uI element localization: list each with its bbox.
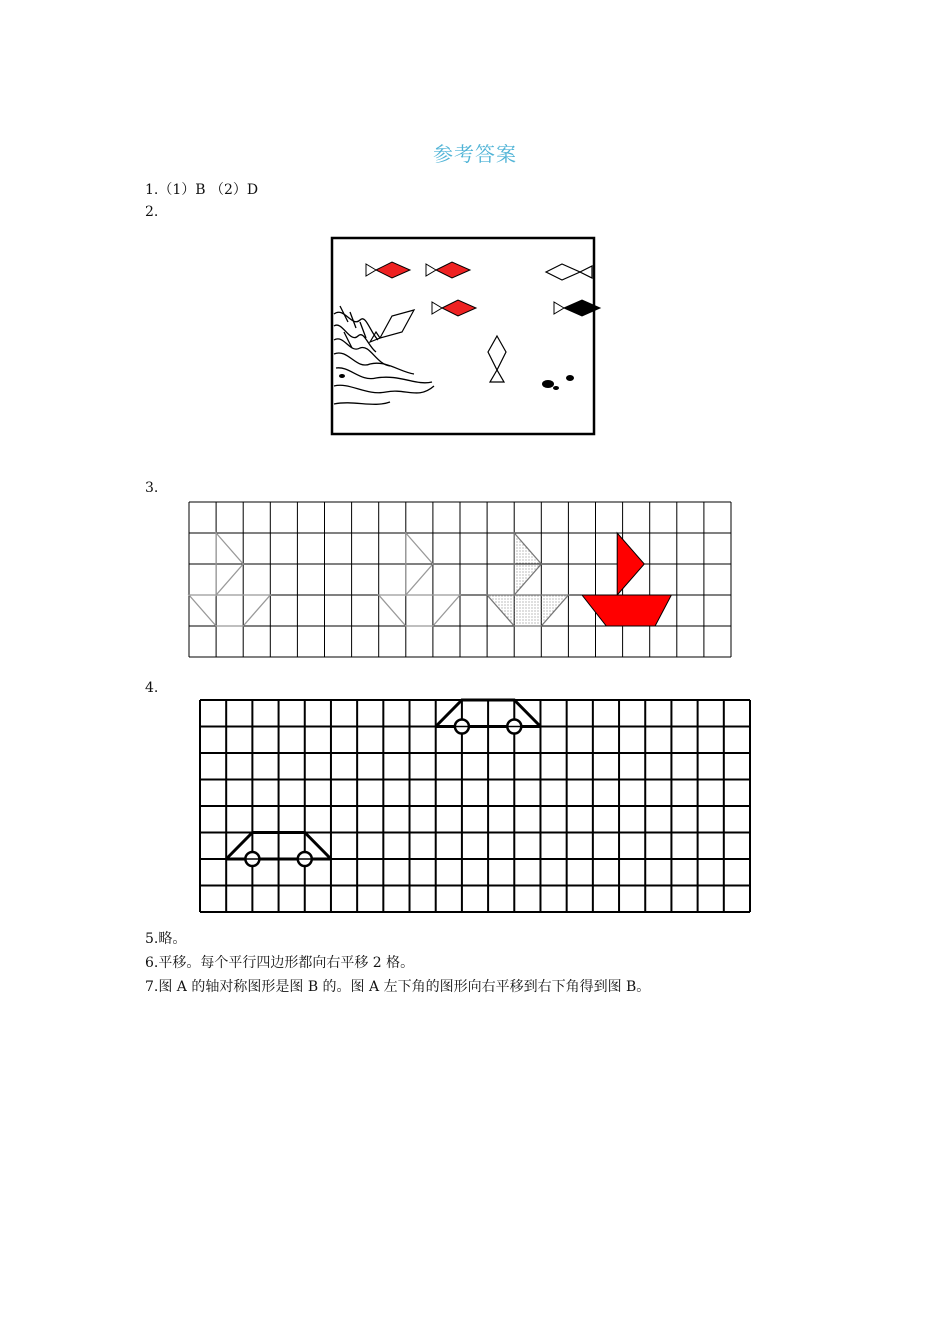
sailboat-dotted [487,533,568,626]
answer-5: 5.略。 [145,931,187,947]
answer-3-label: 3. [145,480,159,496]
hull [379,595,460,626]
fish-scene-picture [330,236,596,436]
page-title: 参考答案 [433,142,517,166]
sailboat-outline-1 [189,533,270,626]
sailboat-translation-grid [189,502,731,657]
answer-4-label: 4. [145,680,159,696]
answer-6: 6.平移。每个平行四边形都向右平移 2 格。 [145,955,415,971]
sail [617,533,644,595]
hull [189,595,270,626]
hull [487,595,568,626]
answer-2-label: 2. [145,204,159,220]
answer-7: 7.图 A 的轴对称图形是图 B 的。图 A 左下角的图形向右平移到右下角得到图 B。 [145,979,651,995]
sailboat-outline-2 [379,533,460,626]
answer-1: 1.（1）B （2）D [145,182,259,198]
car-translation-grid [200,700,750,912]
sail [514,533,541,595]
